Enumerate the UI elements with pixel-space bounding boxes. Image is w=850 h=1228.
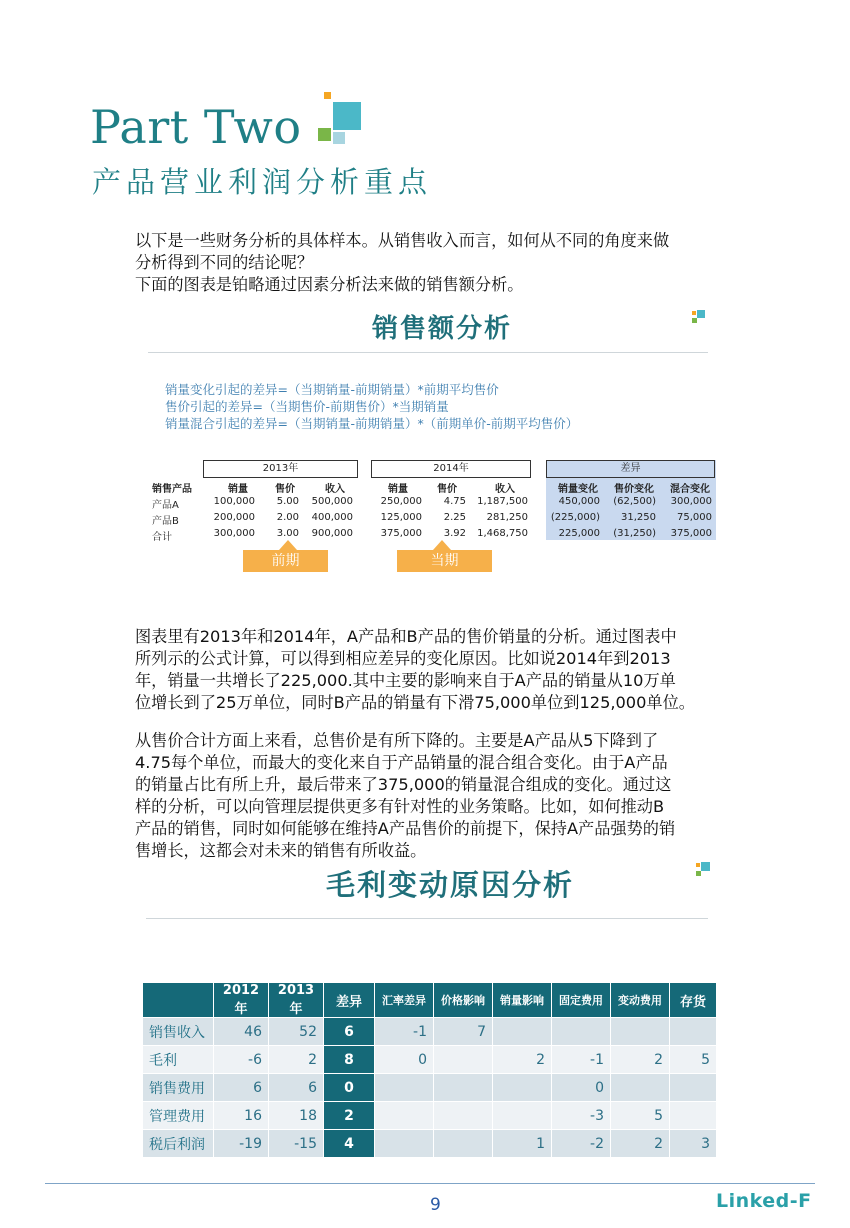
- table-cell: 250,000: [380, 496, 422, 507]
- diff-cell: 6: [324, 1018, 375, 1046]
- table-cell: [670, 1102, 717, 1130]
- col-header: 销量: [228, 484, 248, 495]
- table-row: [143, 1074, 717, 1102]
- table-cell: [375, 1130, 434, 1158]
- diff-cell: 2: [324, 1102, 375, 1130]
- section-divider: [146, 918, 708, 919]
- table-cell: [670, 1018, 717, 1046]
- row-label: 合计: [152, 532, 172, 543]
- table-cell: 3: [670, 1130, 717, 1158]
- table-cell: 2.00: [276, 512, 299, 523]
- diff-cell: 8: [324, 1046, 375, 1074]
- text-line: 样的分析，可以向管理层提供更多有针对性的业务策略。比如，如何推动B: [135, 797, 665, 816]
- table-cell: 18: [269, 1102, 324, 1130]
- table-cell: 5: [611, 1102, 670, 1130]
- group-header-2013: 2013年: [203, 460, 358, 478]
- col-header: 售价: [437, 484, 457, 495]
- table-cell: 52: [269, 1018, 324, 1046]
- group-header-2014: 2014年: [371, 460, 531, 478]
- table-cell: -3: [552, 1102, 611, 1130]
- table-cell: 3.00: [276, 528, 299, 539]
- profit-table: [142, 982, 717, 1158]
- table-cell: 31,250: [621, 512, 656, 523]
- part-subtitle: 产品营业利润分析重点: [92, 165, 433, 199]
- diff-cell: 4: [324, 1130, 375, 1158]
- table-cell: (31,250): [613, 528, 656, 539]
- table-cell: -1: [552, 1046, 611, 1074]
- table-row: [143, 1130, 717, 1158]
- brand-logo: Linked-F: [716, 1190, 812, 1212]
- text-line: 的销量占比有所上升，最后带来了375,000的销量混合组成的变化。通过这: [135, 775, 672, 794]
- table-cell: 1,468,750: [477, 528, 528, 539]
- table-cell: 200,000: [213, 512, 255, 523]
- table-row: [143, 1018, 717, 1046]
- table-cell: 100,000: [213, 496, 255, 507]
- table-cell: -6: [214, 1046, 269, 1074]
- table-row: [143, 1046, 717, 1074]
- table-cell: 2: [611, 1046, 670, 1074]
- table-cell: 300,000: [213, 528, 255, 539]
- table-cell: 300,000: [670, 496, 712, 507]
- table-cell: 1: [493, 1130, 552, 1158]
- col-header: 销量变化: [558, 484, 598, 495]
- column-header: 2013年: [269, 983, 324, 1018]
- row-label: 管理费用: [143, 1102, 214, 1130]
- table-cell: [434, 1046, 493, 1074]
- text-line: 产品的销售，同时如何能够在维持A产品售价的前提下，保持A产品强势的销: [135, 819, 676, 838]
- text-line: 4.75每个单位，而最大的变化来自于产品销量的混合组合变化。由于A产品: [135, 753, 668, 772]
- table-cell: 5.00: [276, 496, 299, 507]
- table-cell: [611, 1018, 670, 1046]
- analysis-paragraph-1: [135, 626, 725, 714]
- table-cell: 2.25: [443, 512, 466, 523]
- footer-divider: [45, 1183, 815, 1184]
- column-header: 价格影响: [434, 983, 493, 1018]
- table-cell: 500,000: [311, 496, 353, 507]
- table-cell: -15: [269, 1130, 324, 1158]
- col-header: 售价变化: [614, 484, 654, 495]
- table-cell: (62,500): [613, 496, 656, 507]
- up-arrow-icon: [279, 540, 297, 550]
- column-header: 销量影响: [493, 983, 552, 1018]
- col-header: 收入: [495, 484, 515, 495]
- row-label: 毛利: [143, 1046, 214, 1074]
- section-divider: [148, 352, 708, 353]
- column-header: 变动费用: [611, 983, 670, 1018]
- col-header: 收入: [325, 484, 345, 495]
- table-cell: 375,000: [670, 528, 712, 539]
- formula-line: 售价引起的差异=（当期售价-前期售价）*当期销量: [165, 399, 449, 414]
- part-title: Part Two: [90, 100, 302, 154]
- col-header: 售价: [275, 484, 295, 495]
- table-cell: 46: [214, 1018, 269, 1046]
- text-line: 所列示的公式计算，可以得到相应差异的变化原因。比如说2014年到2013: [135, 649, 671, 668]
- table-cell: [375, 1074, 434, 1102]
- table-cell: 400,000: [311, 512, 353, 523]
- table-cell: 75,000: [677, 512, 712, 523]
- intro-line: 下面的图表是铂略通过因素分析法来做的销售额分析。: [135, 275, 524, 294]
- table-cell: 281,250: [486, 512, 528, 523]
- intro-line: 以下是一些财务分析的具体样本。从销售收入而言，如何从不同的角度来做: [135, 231, 670, 250]
- intro-paragraph: [135, 230, 725, 296]
- formula-line: 销量变化引起的差异=（当期销量-前期销量）*前期平均售价: [165, 382, 499, 397]
- table-cell: 375,000: [380, 528, 422, 539]
- table-cell: [375, 1102, 434, 1130]
- diff-cell: 0: [324, 1074, 375, 1102]
- sales-section-title: 销售额分析: [372, 314, 513, 344]
- analysis-paragraph-2: [135, 730, 725, 862]
- table-cell: (225,000): [550, 512, 600, 523]
- table-cell: 3.92: [443, 528, 466, 539]
- column-header: 汇率差异: [375, 983, 434, 1018]
- row-label: 产品A: [152, 500, 179, 511]
- formula-line: 销量混合引起的差异=（当期销量-前期销量）*（前期单价-前期平均售价）: [165, 416, 579, 431]
- profit-section-title: 毛利变动原因分析: [326, 868, 575, 902]
- table-cell: [434, 1130, 493, 1158]
- table-cell: [434, 1074, 493, 1102]
- table-cell: 5: [670, 1046, 717, 1074]
- table-cell: 4.75: [443, 496, 466, 507]
- column-header: 固定费用: [552, 983, 611, 1018]
- table-header-row: [143, 983, 717, 1018]
- page-number: 9: [430, 1195, 441, 1215]
- table-cell: [611, 1074, 670, 1102]
- row-label: 产品B: [152, 516, 179, 527]
- table-cell: 1,187,500: [477, 496, 528, 507]
- text-line: 图表里有2013年和2014年，A产品和B产品的售价销量的分析。通过图表中: [135, 627, 677, 646]
- row-label: 税后利润: [143, 1130, 214, 1158]
- row-label: 销售费用: [143, 1074, 214, 1102]
- text-line: 年，销量一共增长了225,000.其中主要的影响来自于A产品的销量从10万单: [135, 671, 676, 690]
- table-cell: 2: [269, 1046, 324, 1074]
- table-cell: [493, 1074, 552, 1102]
- table-cell: [670, 1074, 717, 1102]
- table-cell: -2: [552, 1130, 611, 1158]
- table-cell: 6: [214, 1074, 269, 1102]
- row-header-label: 销售产品: [152, 484, 192, 495]
- up-arrow-icon: [433, 540, 451, 550]
- col-header: 销量: [388, 484, 408, 495]
- column-header: [143, 983, 214, 1018]
- column-header: 差异: [324, 983, 375, 1018]
- table-cell: 0: [552, 1074, 611, 1102]
- table-cell: 900,000: [311, 528, 353, 539]
- col-header: 混合变化: [670, 484, 710, 495]
- prior-period-label: 前期: [243, 550, 328, 572]
- table-row: [143, 1102, 717, 1130]
- current-period-label: 当期: [397, 550, 492, 572]
- table-cell: [552, 1018, 611, 1046]
- text-line: 售增长，这都会对未来的销售有所收益。: [135, 841, 427, 860]
- table-cell: 7: [434, 1018, 493, 1046]
- table-cell: -1: [375, 1018, 434, 1046]
- table-cell: 6: [269, 1074, 324, 1102]
- table-cell: 2: [493, 1046, 552, 1074]
- table-cell: 125,000: [380, 512, 422, 523]
- table-cell: 2: [611, 1130, 670, 1158]
- formula-block: [165, 381, 578, 432]
- table-cell: 0: [375, 1046, 434, 1074]
- table-cell: [493, 1102, 552, 1130]
- text-line: 从售价合计方面上来看，总售价是有所下降的。主要是A产品从5下降到了: [135, 731, 659, 750]
- table-cell: -19: [214, 1130, 269, 1158]
- text-line: 位增长到了25万单位，同时B产品的销量有下滑75,000单位到125,000单位。: [135, 693, 695, 712]
- table-cell: 225,000: [558, 528, 600, 539]
- table-cell: 16: [214, 1102, 269, 1130]
- table-cell: [434, 1102, 493, 1130]
- row-label: 销售收入: [143, 1018, 214, 1046]
- column-header: 存货: [670, 983, 717, 1018]
- table-cell: 450,000: [558, 496, 600, 507]
- group-header-diff: 差异: [546, 460, 715, 478]
- table-cell: [493, 1018, 552, 1046]
- column-header: 2012年: [214, 983, 269, 1018]
- intro-line: 分析得到不同的结论呢？: [135, 253, 314, 272]
